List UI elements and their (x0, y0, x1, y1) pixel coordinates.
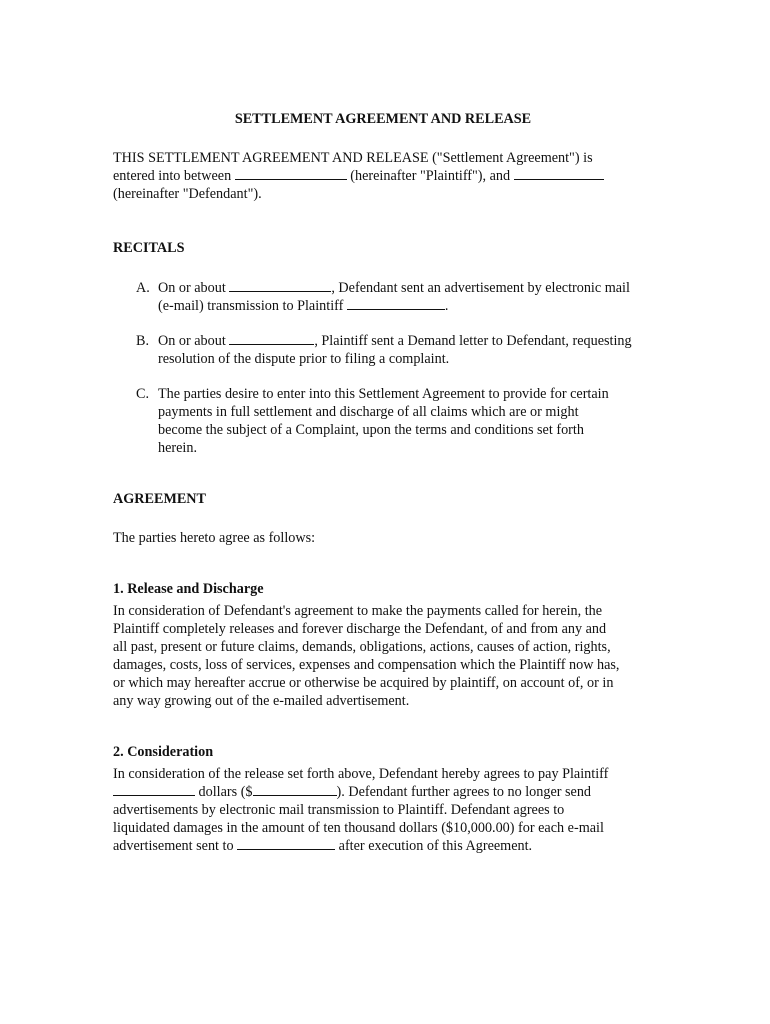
section-1-line: In consideration of Defendant's agreement to make the payments called for herein, the (113, 603, 603, 619)
section-1-line: damages, costs, loss of services, expenses and compensation which the Plaintiff now has, (113, 657, 620, 673)
section-1-line: or which may hereafter accrue or otherwise be acquired by plaintiff, on account of, or in (113, 675, 614, 691)
section-2-text-2b: ). Defendant further agrees to no longer send (336, 784, 592, 800)
section-2-heading: 2. Consideration (113, 744, 214, 760)
section-2-text-5b: after execution of this Agreement. (335, 838, 533, 854)
recital-b-text-1a: On or about (158, 333, 230, 349)
intro-line-2 (113, 167, 653, 185)
recital-a-plaintiff-blank (347, 297, 445, 310)
section-1-line: all past, present or future claims, demands, obligations, actions, causes of action, rights, (113, 639, 611, 655)
agreement-lead: The parties hereto agree as follows: (113, 530, 316, 546)
recital-a-date-blank (229, 279, 331, 292)
defendant-name-blank (514, 167, 604, 180)
recital-b-line-2: resolution of the dispute prior to filing a complaint. (158, 351, 450, 367)
recital-b-line-1 (158, 332, 653, 350)
recital-item-a (113, 279, 653, 315)
recital-c-line-4: herein. (158, 440, 197, 456)
intro-line-2-text-a: entered into between (113, 168, 235, 184)
section-1-line: Plaintiff completely releases and forever discharge the Defendant, of and from any and (113, 621, 607, 637)
recitals-heading: RECITALS (113, 240, 185, 256)
recital-b-text-1b: , Plaintiff sent a Demand letter to Defendant, requesting (314, 333, 632, 349)
recipient-blank (237, 837, 335, 850)
section-2-line-3: advertisements by electronic mail transmission to Plaintiff. Defendant agrees to (113, 802, 565, 818)
intro-line-2-text-b: (hereinafter "Plaintiff"), and (346, 168, 514, 184)
recital-b-date-blank (229, 332, 314, 345)
section-1-line: any way growing out of the e-mailed advertisement. (113, 693, 410, 709)
payment-words-blank (113, 783, 195, 796)
recital-c-line-1: The parties desire to enter into this Settlement Agreement to provide for certain (158, 386, 609, 402)
recital-c-line-3: become the subject of a Complaint, upon the terms and conditions set forth (158, 422, 584, 438)
recital-item-c (113, 385, 653, 457)
plaintiff-name-blank (235, 167, 347, 180)
recital-a-line-1 (158, 279, 653, 297)
section-2-line-5 (113, 837, 653, 855)
recital-mark-c: C. (136, 386, 150, 402)
recital-a-line-2 (158, 297, 653, 315)
document-body (113, 110, 653, 855)
recital-a-text-2b: . (444, 298, 449, 314)
section-2-body (113, 765, 653, 855)
recital-c-line-2: payments in full settlement and discharge of all claims which are or might (158, 404, 579, 420)
intro-paragraph (113, 149, 653, 203)
intro-line-3: (hereinafter "Defendant"). (113, 186, 262, 202)
payment-amount-blank (253, 783, 337, 796)
recital-a-text-2a: (e-mail) transmission to Plaintiff (158, 298, 347, 314)
recital-mark-b: B. (136, 333, 150, 349)
recitals-list (113, 279, 653, 457)
agreement-heading: AGREEMENT (113, 491, 207, 507)
section-2-line-4: liquidated damages in the amount of ten thousand dollars ($10,000.00) for each e-mail (113, 820, 604, 836)
section-1-heading: 1. Release and Discharge (113, 581, 264, 597)
section-1-body (113, 602, 653, 710)
section-2-text-5a: advertisement sent to (113, 838, 238, 854)
recital-a-text-1a: On or about (158, 280, 230, 296)
section-2-line-1: In consideration of the release set forth above, Defendant hereby agrees to pay Plaintiff (113, 766, 609, 782)
document-title: SETTLEMENT AGREEMENT AND RELEASE (234, 111, 532, 127)
recital-a-text-1b: , Defendant sent an advertisement by electronic mail (331, 280, 630, 296)
recital-mark-a: A. (136, 280, 150, 296)
intro-line-1: THIS SETTLEMENT AGREEMENT AND RELEASE ("Settlement Agreement") is (113, 150, 593, 166)
section-2-text-2a: dollars ($ (195, 784, 253, 800)
section-2-line-2 (113, 783, 653, 801)
recital-item-b (113, 332, 653, 368)
